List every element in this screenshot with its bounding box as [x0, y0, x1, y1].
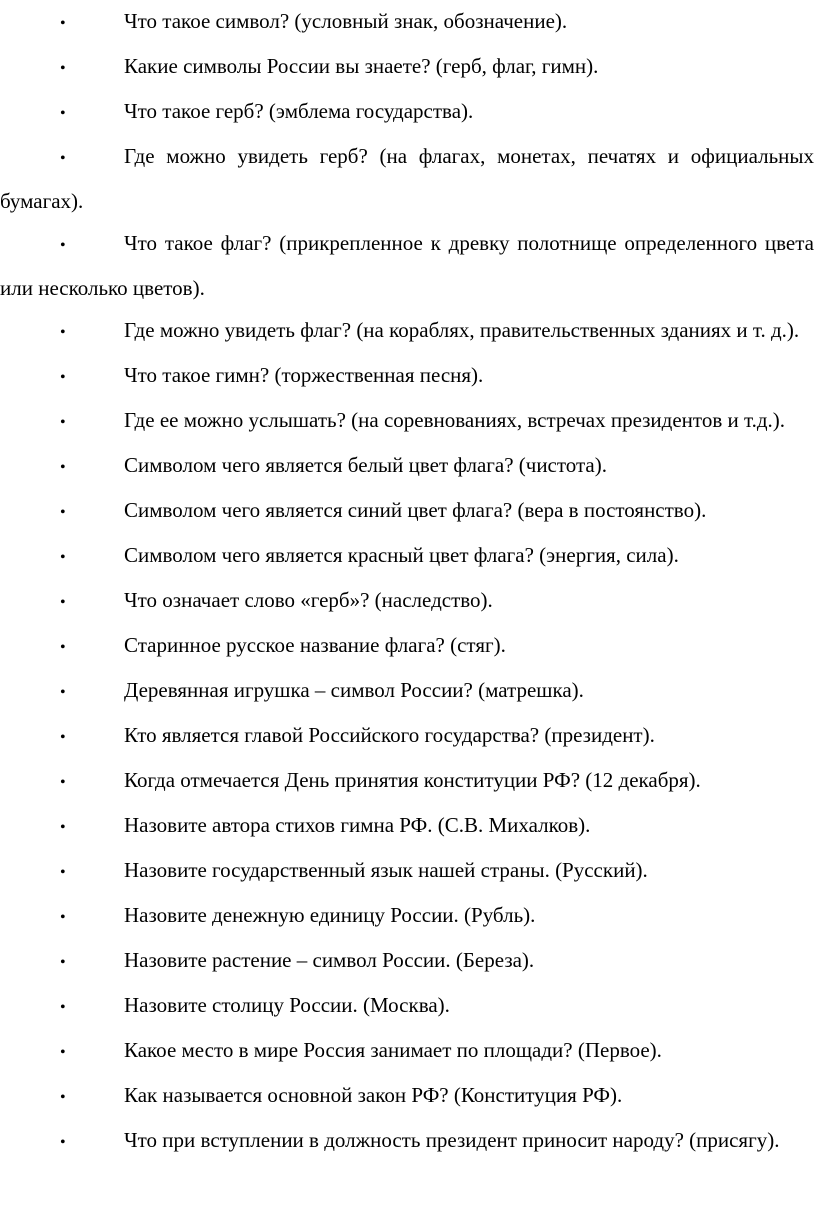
list-item	[0, 759, 814, 804]
bullet-icon	[60, 222, 124, 267]
bullet-glyph: •	[60, 414, 66, 431]
question-text: Что означает слово «герб»? (наследство).	[124, 588, 493, 612]
question-text: Что такое герб? (эмблема государства).	[124, 99, 474, 123]
bullet-icon	[60, 354, 124, 399]
question-text: Деревянная игрушка – символ России? (матрешка).	[124, 678, 584, 702]
list-item	[0, 135, 814, 222]
bullet-icon	[60, 489, 124, 534]
list-item	[0, 534, 814, 579]
list-item	[0, 222, 814, 309]
bullet-icon	[60, 309, 124, 354]
question-text: Назовите растение – символ России. (Береза).	[124, 948, 535, 972]
bullet-icon	[60, 984, 124, 1029]
list-item	[0, 1029, 814, 1074]
bullet-glyph: •	[60, 504, 66, 521]
bullet-icon	[60, 894, 124, 939]
question-text: Когда отмечается День принятия конституции РФ? (12 декабря).	[124, 768, 701, 792]
bullet-icon	[60, 1119, 124, 1164]
bullet-glyph: •	[60, 549, 66, 566]
list-item	[0, 309, 814, 354]
list-item	[0, 939, 814, 984]
question-text: Символом чего является белый цвет флага? (чистота).	[124, 453, 607, 477]
question-text: Где ее можно услышать? (на соревнованиях, встречах президентов и т.д.).	[124, 408, 785, 432]
bullet-glyph: •	[60, 909, 66, 926]
question-text: Символом чего является синий цвет флага? (вера в постоянство).	[124, 498, 707, 522]
list-item	[0, 804, 814, 849]
question-text: Какое место в мире Россия занимает по площади? (Первое).	[124, 1038, 662, 1062]
list-item	[0, 669, 814, 714]
question-text: Как называется основной закон РФ? (Конституция РФ).	[124, 1083, 623, 1107]
question-text: Что такое флаг? (прикрепленное к древку полотнище определенного цвета или несколько цветов).	[0, 231, 814, 300]
question-text: Кто является главой Российского государства? (президент).	[124, 723, 655, 747]
list-item	[0, 90, 814, 135]
bullet-glyph: •	[60, 60, 66, 77]
bullet-glyph: •	[60, 1089, 66, 1106]
bullet-icon	[60, 804, 124, 849]
list-item	[0, 894, 814, 939]
bullet-glyph: •	[60, 237, 66, 254]
list-item	[0, 354, 814, 399]
question-text: Символом чего является красный цвет флага? (энергия, сила).	[124, 543, 679, 567]
question-text: Что при вступлении в должность президент приносит народу? (присягу).	[124, 1128, 780, 1152]
question-text: Назовите государственный язык нашей страны. (Русский).	[124, 858, 648, 882]
list-item	[0, 399, 814, 444]
bullet-glyph: •	[60, 684, 66, 701]
bullet-icon	[60, 1029, 124, 1074]
bullet-icon	[60, 135, 124, 180]
question-text: Что такое гимн? (торжественная песня).	[124, 363, 484, 387]
list-item	[0, 1074, 814, 1119]
bullet-glyph: •	[60, 594, 66, 611]
bullet-glyph: •	[60, 819, 66, 836]
question-text: Где можно увидеть флаг? (на кораблях, правительственных зданиях и т. д.).	[124, 318, 800, 342]
list-item	[0, 444, 814, 489]
bullet-icon	[60, 714, 124, 759]
bullet-glyph: •	[60, 1044, 66, 1061]
bullet-icon	[60, 579, 124, 624]
list-item	[0, 0, 814, 45]
list-item	[0, 714, 814, 759]
bullet-glyph: •	[60, 774, 66, 791]
bullet-icon	[60, 0, 124, 45]
list-item	[0, 579, 814, 624]
bullet-icon	[60, 45, 124, 90]
bullet-icon	[60, 399, 124, 444]
question-text: Назовите денежную единицу России. (Рубль).	[124, 903, 536, 927]
list-item	[0, 45, 814, 90]
bullet-glyph: •	[60, 864, 66, 881]
bullet-glyph: •	[60, 999, 66, 1016]
bullet-icon	[60, 534, 124, 579]
question-text: Назовите столицу России. (Москва).	[124, 993, 450, 1017]
bullet-glyph: •	[60, 105, 66, 122]
bullet-glyph: •	[60, 729, 66, 746]
list-item	[0, 849, 814, 894]
bullet-glyph: •	[60, 324, 66, 341]
bullet-glyph: •	[60, 639, 66, 656]
bullet-icon	[60, 759, 124, 804]
bullet-icon	[60, 624, 124, 669]
question-text: Что такое символ? (условный знак, обозначение).	[124, 9, 568, 33]
bullet-icon	[60, 90, 124, 135]
list-item	[0, 489, 814, 534]
list-item	[0, 624, 814, 669]
list-item	[0, 1119, 814, 1164]
bullet-icon	[60, 444, 124, 489]
bullet-glyph: •	[60, 1134, 66, 1151]
bullet-icon	[60, 1074, 124, 1119]
question-text: Назовите автора стихов гимна РФ. (С.В. Михалков).	[124, 813, 591, 837]
question-text: Где можно увидеть герб? (на флагах, монетах, печатях и официальных бумагах).	[0, 144, 814, 213]
bullet-icon	[60, 939, 124, 984]
bullet-glyph: •	[60, 954, 66, 971]
question-text: Старинное русское название флага? (стяг).	[124, 633, 506, 657]
question-text: Какие символы России вы знаете? (герб, флаг, гимн).	[124, 54, 599, 78]
bullet-icon	[60, 669, 124, 714]
list-item	[0, 984, 814, 1029]
bullet-glyph: •	[60, 150, 66, 167]
bullet-glyph: •	[60, 459, 66, 476]
bullet-glyph: •	[60, 369, 66, 386]
bullet-icon	[60, 849, 124, 894]
bullet-glyph: •	[60, 15, 66, 32]
